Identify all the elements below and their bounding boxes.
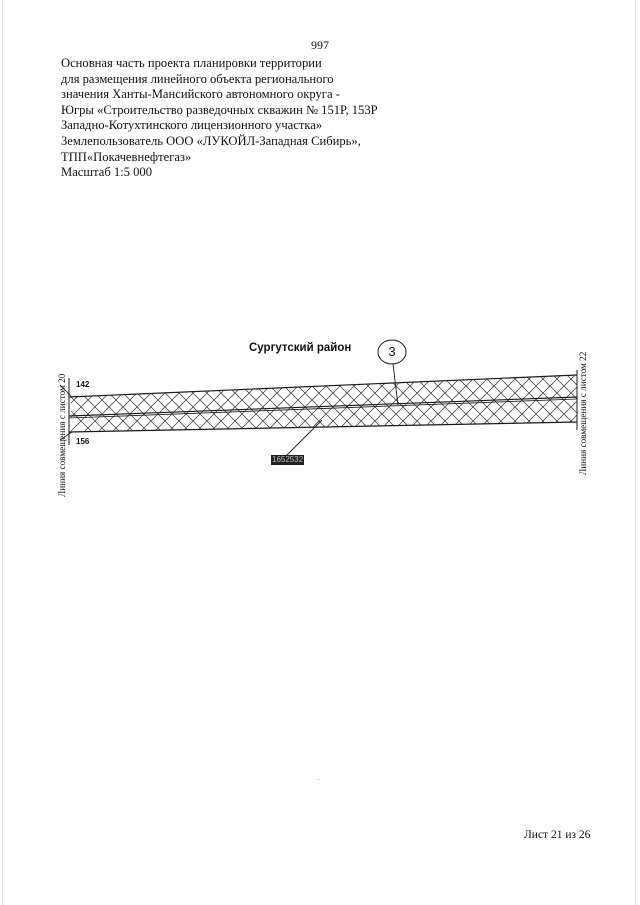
- hatch-line: [608, 360, 640, 440]
- hatch-line: [636, 360, 640, 440]
- hatch-line: [580, 360, 640, 440]
- title-line: Землепользователь ООО «ЛУКОЙЛ-Западная Сибирь»,: [61, 133, 361, 148]
- hatch-line: [594, 360, 640, 440]
- parcel-code-label: 1652532: [272, 455, 304, 464]
- page-number: 997: [311, 38, 329, 52]
- title-line: Западно-Котухтинского лицензионного участка»: [61, 118, 323, 133]
- match-line-label-right: Линия совмещения с листом 22: [578, 351, 588, 475]
- sheet-number: Лист 21 из 26: [524, 829, 591, 841]
- title-line: Югры «Строительство разведочных скважин № 151Р, 153Р: [61, 102, 378, 117]
- hatch-line: [622, 360, 640, 440]
- district-label: Сургутский район: [249, 342, 352, 354]
- callout-number: 3: [388, 344, 396, 359]
- hatch-line: [622, 360, 640, 440]
- title-line: ТПП«Покачевнефтегаз»: [61, 149, 192, 164]
- corridor-center-line-2: [69, 399, 577, 418]
- scan-speck: [318, 779, 319, 780]
- parcel-code-leader: [285, 420, 322, 457]
- corridor-top-boundary: [69, 375, 577, 397]
- point-label-top: 142: [76, 380, 90, 389]
- hatch-line: [580, 360, 640, 440]
- hatch-line: [636, 360, 640, 440]
- title-line: Основная часть проекта планировки территории: [61, 56, 322, 70]
- match-line-label-left: Линия совмещения с листом 20: [57, 373, 67, 497]
- scale-label: Масштаб 1:5 000: [61, 165, 153, 180]
- hatch-line: [608, 360, 640, 440]
- hatch-line: [594, 360, 640, 440]
- title-line: для размещения линейного объекта регионального: [61, 71, 334, 86]
- title-line: значения Ханты-Мансийского автономного округа -: [61, 87, 340, 102]
- point-label-bottom: 156: [76, 437, 90, 446]
